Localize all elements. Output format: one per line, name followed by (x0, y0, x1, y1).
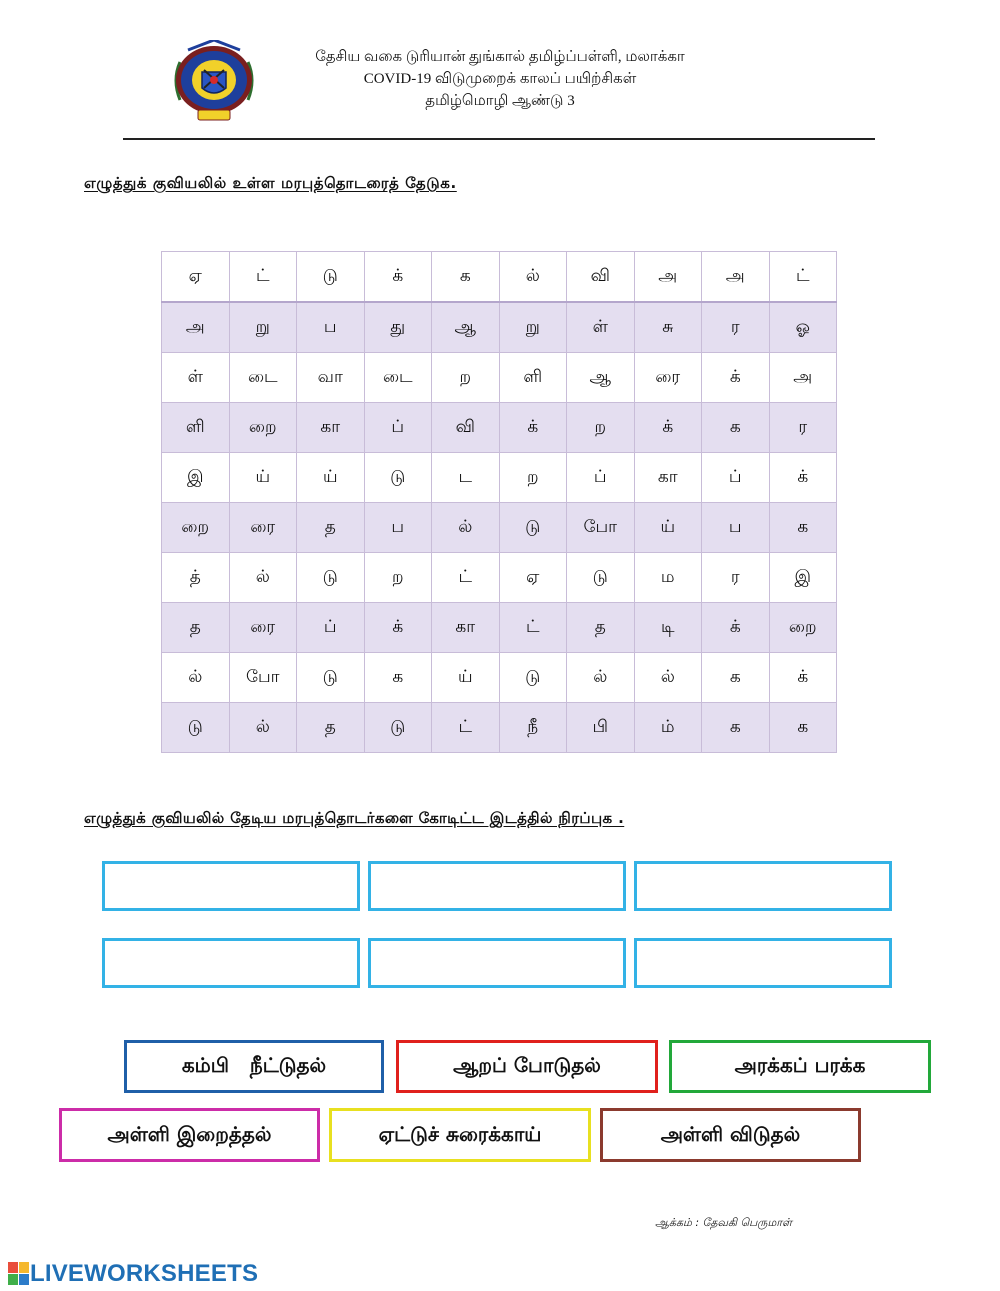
word-tile[interactable]: அரக்கப் பரக்க (669, 1040, 931, 1093)
grid-cell[interactable]: க் (364, 252, 432, 303)
grid-cell[interactable]: ப (297, 302, 365, 353)
grid-cell[interactable]: ய் (634, 503, 702, 553)
answer-box-6[interactable] (634, 938, 892, 988)
grid-cell[interactable]: த (297, 703, 365, 753)
grid-cell[interactable]: அ (634, 252, 702, 303)
grid-cell[interactable]: அ (769, 353, 837, 403)
grid-cell[interactable]: றை (162, 503, 230, 553)
instruction-fill-answers: எழுத்துக் குவியலில் தேடிய மரபுத்தொடர்களை கோடிட்ட இடத்தில் நிரப்புக . (84, 809, 625, 827)
grid-cell[interactable]: டு (499, 653, 567, 703)
grid-cell[interactable]: க் (499, 403, 567, 453)
grid-cell[interactable]: ம (634, 553, 702, 603)
grid-cell[interactable]: க் (702, 353, 770, 403)
grid-cell[interactable]: டு (499, 503, 567, 553)
answer-box-3[interactable] (634, 861, 892, 911)
grid-cell[interactable]: ட் (432, 553, 500, 603)
answer-box-1[interactable] (102, 861, 360, 911)
grid-cell[interactable]: று (499, 302, 567, 353)
grid-cell[interactable]: பி (567, 703, 635, 753)
grid-cell[interactable]: ட் (769, 252, 837, 303)
grid-cell[interactable]: இ (162, 453, 230, 503)
grid-cell[interactable]: வி (567, 252, 635, 303)
grid-cell[interactable]: ப் (297, 603, 365, 653)
grid-cell[interactable]: டை (364, 353, 432, 403)
grid-cell[interactable]: டி (634, 603, 702, 653)
grid-row (162, 553, 837, 603)
grid-cell[interactable]: க (702, 703, 770, 753)
grid-cell[interactable]: போ (567, 503, 635, 553)
grid-cell[interactable]: ல் (162, 653, 230, 703)
liveworksheets-logo[interactable] (8, 1260, 258, 1288)
grid-cell[interactable]: ய் (229, 453, 297, 503)
grid-cell[interactable]: டு (364, 453, 432, 503)
word-tile[interactable]: கம்பி நீட்டுதல் (124, 1040, 384, 1093)
grid-cell[interactable]: ள் (567, 302, 635, 353)
grid-cell[interactable]: ப் (567, 453, 635, 503)
grid-cell[interactable]: ல் (634, 653, 702, 703)
grid-cell[interactable]: றை (769, 603, 837, 653)
grid-cell[interactable]: ய் (297, 453, 365, 503)
grid-cell[interactable]: ளி (162, 403, 230, 453)
grid-cell[interactable]: க (769, 703, 837, 753)
grid-cell[interactable]: இ (769, 553, 837, 603)
grid-cell[interactable]: வா (297, 353, 365, 403)
grid-row (162, 403, 837, 453)
liveworksheets-icon (8, 1262, 30, 1286)
word-tile[interactable]: ஏட்டுச் சுரைக்காய் (329, 1108, 591, 1162)
grid-cell[interactable]: ர (702, 302, 770, 353)
grid-cell[interactable]: க் (364, 603, 432, 653)
grid-cell[interactable]: சு (634, 302, 702, 353)
grid-cell[interactable]: ரை (229, 603, 297, 653)
grid-cell[interactable]: ஓ (769, 302, 837, 353)
grid-row (162, 252, 837, 303)
grid-cell[interactable]: க் (634, 403, 702, 453)
grid-cell[interactable]: க் (769, 653, 837, 703)
answer-box-5[interactable] (368, 938, 626, 988)
grid-cell[interactable]: ரை (229, 503, 297, 553)
grid-cell[interactable]: க (702, 403, 770, 453)
grid-cell[interactable]: ல் (229, 703, 297, 753)
answer-box-2[interactable] (368, 861, 626, 911)
grid-cell[interactable]: றை (229, 403, 297, 453)
grid-cell[interactable]: ப் (364, 403, 432, 453)
grid-cell[interactable]: ற (499, 453, 567, 503)
grid-cell[interactable]: ர (702, 553, 770, 603)
grid-cell[interactable]: ஏ (499, 553, 567, 603)
grid-row (162, 302, 837, 353)
letter-grid (161, 251, 837, 753)
grid-cell[interactable]: க (432, 252, 500, 303)
grid-cell[interactable]: டை (229, 353, 297, 403)
grid-cell[interactable]: டு (297, 553, 365, 603)
answer-box-4[interactable] (102, 938, 360, 988)
grid-row (162, 603, 837, 653)
grid-cell[interactable]: ஆ (567, 353, 635, 403)
grid-cell[interactable]: ப் (702, 453, 770, 503)
grid-cell[interactable]: ம் (634, 703, 702, 753)
grid-cell[interactable]: த (162, 603, 230, 653)
grid-cell[interactable]: ய் (432, 653, 500, 703)
grid-cell[interactable]: ஏ (162, 252, 230, 303)
grid-cell[interactable]: து (364, 302, 432, 353)
word-tile[interactable]: ஆறப் போடுதல் (396, 1040, 658, 1093)
grid-cell[interactable]: போ (229, 653, 297, 703)
grid-cell[interactable]: ல் (499, 252, 567, 303)
grid-cell[interactable]: ற (567, 403, 635, 453)
grid-row (162, 653, 837, 703)
subject-year: தமிழ்மொழி ஆண்டு 3 (425, 93, 575, 109)
grid-cell[interactable]: று (229, 302, 297, 353)
grid-cell[interactable]: டு (162, 703, 230, 753)
grid-cell[interactable]: ல் (432, 503, 500, 553)
grid-cell[interactable]: க (702, 653, 770, 703)
grid-cell[interactable]: த் (162, 553, 230, 603)
school-name: தேசிய வகை டுரியான் துங்கால் தமிழ்ப்பள்ளி, மலாக்கா (315, 49, 685, 65)
word-tile[interactable]: அள்ளி இறைத்தல் (59, 1108, 320, 1162)
grid-cell[interactable]: கா (634, 453, 702, 503)
grid-cell[interactable]: ல் (229, 553, 297, 603)
grid-cell[interactable]: டு (297, 653, 365, 703)
grid-cell[interactable]: ட் (432, 703, 500, 753)
grid-cell[interactable]: ற (364, 553, 432, 603)
instruction-find-idioms: எழுத்துக் குவியலில் உள்ள மரபுத்தொடரைத் தேடுக. (84, 174, 457, 192)
grid-cell[interactable]: க (364, 653, 432, 703)
grid-cell[interactable]: நீ (499, 703, 567, 753)
grid-cell[interactable]: ஆ (432, 302, 500, 353)
grid-cell[interactable]: க் (769, 453, 837, 503)
grid-cell[interactable]: டு (297, 252, 365, 303)
word-tile[interactable]: அள்ளி விடுதல் (600, 1108, 861, 1162)
grid-cell[interactable]: த (567, 603, 635, 653)
brand-name: LIVEWORKSHEETS (30, 1260, 259, 1287)
grid-cell[interactable]: கா (432, 603, 500, 653)
grid-cell[interactable]: ட (432, 453, 500, 503)
grid-cell[interactable]: ள் (162, 353, 230, 403)
grid-cell[interactable]: டு (567, 553, 635, 603)
grid-row (162, 503, 837, 553)
grid-cell[interactable]: டு (364, 703, 432, 753)
grid-cell[interactable]: ற (432, 353, 500, 403)
school-crest-logo (168, 40, 260, 126)
grid-row (162, 353, 837, 403)
grid-cell[interactable]: வி (432, 403, 500, 453)
author-credit: ஆக்கம் : தேவகி பெருமாள் (655, 1216, 793, 1229)
grid-cell[interactable]: க (769, 503, 837, 553)
exercise-subtitle: COVID-19 விடுமுறைக் காலப் பயிற்சிகள் (363, 71, 637, 87)
grid-cell[interactable]: ட் (499, 603, 567, 653)
grid-cell[interactable]: கா (297, 403, 365, 453)
header-divider (123, 138, 875, 140)
grid-cell[interactable]: த (297, 503, 365, 553)
grid-cell[interactable]: ரை (634, 353, 702, 403)
grid-cell[interactable]: ர (769, 403, 837, 453)
grid-cell[interactable]: ளி (499, 353, 567, 403)
grid-cell[interactable]: ட் (229, 252, 297, 303)
grid-cell[interactable]: அ (162, 302, 230, 353)
grid-cell[interactable]: ல் (567, 653, 635, 703)
grid-cell[interactable]: க் (702, 603, 770, 653)
grid-cell[interactable]: அ (702, 252, 770, 303)
grid-row (162, 703, 837, 753)
grid-cell[interactable]: ப (364, 503, 432, 553)
grid-row (162, 453, 837, 503)
grid-cell[interactable]: ப (702, 503, 770, 553)
